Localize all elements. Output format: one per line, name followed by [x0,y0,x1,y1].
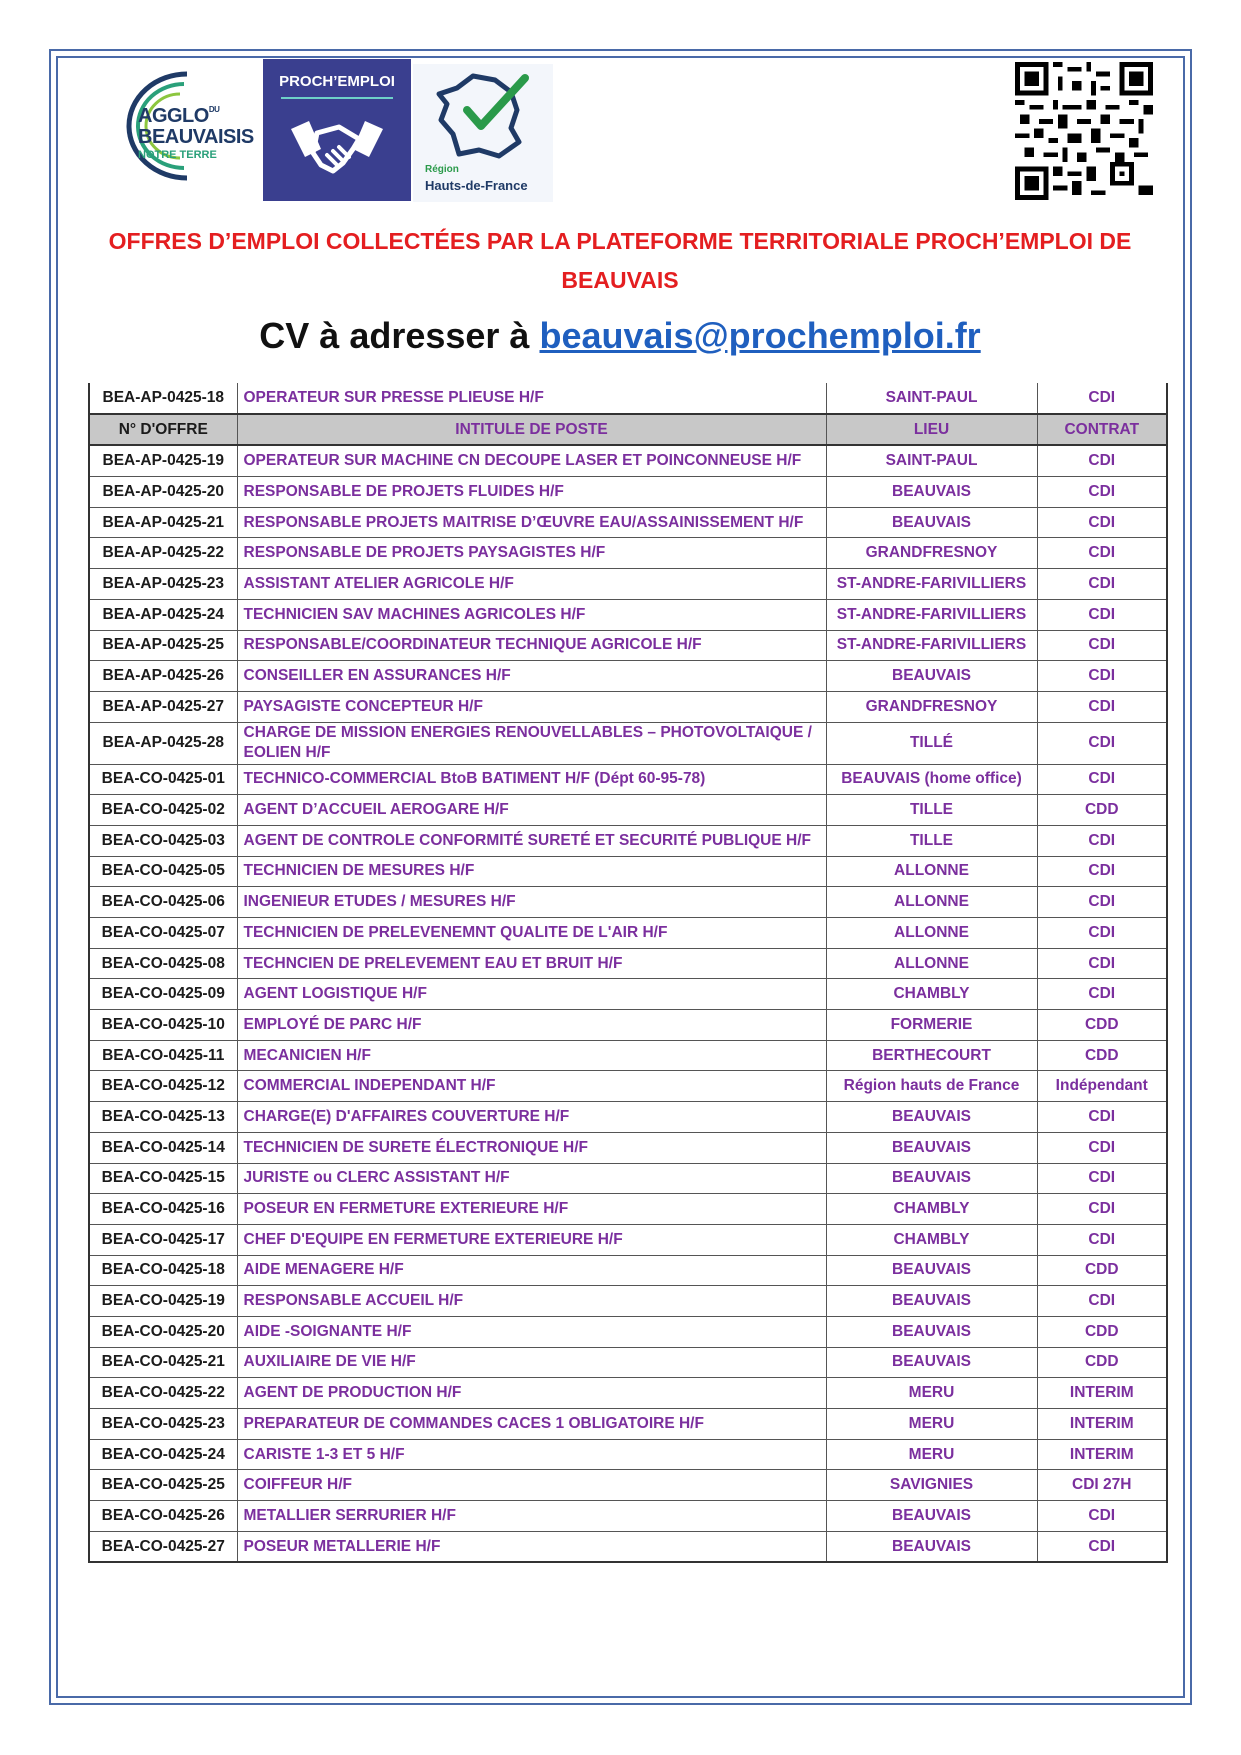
location-cell: GRANDFRESNOY [826,691,1037,722]
location-cell: FORMERIE [826,1010,1037,1041]
table-row [89,569,1167,600]
location-cell: SAINT-PAUL [826,383,1037,414]
header-job-title: INTITULE DE POSTE [237,414,826,446]
contract-cell: CDI [1037,661,1167,692]
offer-id-cell: BEA-AP-0425-18 [89,383,237,414]
job-title-cell: TECHNICIEN SAV MACHINES AGRICOLES H/F [237,599,826,630]
offer-id-cell: BEA-CO-0425-05 [89,856,237,887]
contract-cell: CDI [1037,1531,1167,1562]
location-cell: BEAUVAIS [826,1347,1037,1378]
job-title-cell: COMMERCIAL INDEPENDANT H/F [237,1071,826,1102]
header-offer-id: N° D'OFFRE [89,414,237,446]
table-row [89,948,1167,979]
offer-id-cell: BEA-CO-0425-25 [89,1470,237,1501]
job-title-cell: AGENT LOGISTIQUE H/F [237,979,826,1010]
table-row [89,1409,1167,1440]
contract-cell: CDI [1037,630,1167,661]
contract-cell: INTERIM [1037,1378,1167,1409]
job-title-cell: JURISTE ou CLERC ASSISTANT H/F [237,1163,826,1194]
offer-id-cell: BEA-AP-0425-24 [89,599,237,630]
job-title-cell: EMPLOYÉ DE PARC H/F [237,1010,826,1041]
location-cell: GRANDFRESNOY [826,538,1037,569]
table-row [89,661,1167,692]
table-row [89,1286,1167,1317]
location-cell: ALLONNE [826,856,1037,887]
job-title-cell: CHARGE DE MISSION ENERGIES RENOUVELLABLES – PHOTOVOLTAIQUE / EOLIEN H/F [237,722,826,764]
agglo-line1-small: DU [208,105,220,114]
location-cell: CHAMBLY [826,1194,1037,1225]
table-row [89,1439,1167,1470]
contract-cell: CDI [1037,1194,1167,1225]
table-row [89,507,1167,538]
job-title-cell: ASSISTANT ATELIER AGRICOLE H/F [237,569,826,600]
location-cell: ST-ANDRE-FARIVILLIERS [826,599,1037,630]
offer-id-cell: BEA-CO-0425-17 [89,1224,237,1255]
job-title-cell: CARISTE 1-3 ET 5 H/F [237,1439,826,1470]
table-row [89,856,1167,887]
location-cell: SAVIGNIES [826,1470,1037,1501]
contract-cell: CDD [1037,1255,1167,1286]
proch-emploi-divider [281,97,393,99]
table-row [89,1224,1167,1255]
contract-cell: CDI [1037,1501,1167,1532]
contract-cell: CDI [1037,507,1167,538]
table-row [89,1163,1167,1194]
contract-cell: CDI [1037,1163,1167,1194]
contract-cell: CDI [1037,948,1167,979]
table-row [89,825,1167,856]
page-title: OFFRES D’EMPLOI COLLECTÉES PAR LA PLATEFORME TERRITORIALE PROCH’EMPLOI DE BEAUVAIS [108,228,1132,293]
contract-cell: CDI [1037,887,1167,918]
offer-id-cell: BEA-CO-0425-22 [89,1378,237,1409]
contract-cell: CDI [1037,856,1167,887]
job-title-cell: TECHNICIEN DE PRELEVENEMNT QUALITE DE L'AIR H/F [237,918,826,949]
job-title-cell: AUXILIAIRE DE VIE H/F [237,1347,826,1378]
contract-cell: INTERIM [1037,1439,1167,1470]
contract-cell: CDI [1037,722,1167,764]
location-cell: ALLONNE [826,918,1037,949]
contract-cell: CDD [1037,1010,1167,1041]
table-row [89,630,1167,661]
job-title-cell: OPERATEUR SUR MACHINE CN DECOUPE LASER ET POINCONNEUSE H/F [237,445,826,476]
location-cell: TILLE [826,825,1037,856]
contract-cell: CDD [1037,1316,1167,1347]
offer-id-cell: BEA-AP-0425-22 [89,538,237,569]
offer-id-cell: BEA-CO-0425-11 [89,1040,237,1071]
offer-id-cell: BEA-CO-0425-06 [89,887,237,918]
offer-id-cell: BEA-CO-0425-07 [89,918,237,949]
location-cell: BEAUVAIS [826,1501,1037,1532]
job-title-cell: RESPONSABLE DE PROJETS PAYSAGISTES H/F [237,538,826,569]
contract-cell: CDD [1037,1040,1167,1071]
table-row [89,1470,1167,1501]
table-row [89,979,1167,1010]
location-cell: ST-ANDRE-FARIVILLIERS [826,569,1037,600]
table-row [89,1010,1167,1041]
job-title-cell: CONSEILLER EN ASSURANCES H/F [237,661,826,692]
region-hauts-de-france-logo [413,64,553,202]
contract-cell: CDI [1037,569,1167,600]
table-header-row [89,414,1167,446]
contract-cell: CDI [1037,764,1167,795]
contract-cell: CDI [1037,1132,1167,1163]
job-title-cell: AIDE -SOIGNANTE H/F [237,1316,826,1347]
offer-id-cell: BEA-AP-0425-23 [89,569,237,600]
contract-cell: CDI [1037,825,1167,856]
location-cell: BEAUVAIS [826,1132,1037,1163]
table-row [89,1040,1167,1071]
table-row [89,722,1167,764]
offer-id-cell: BEA-CO-0425-13 [89,1102,237,1133]
location-cell: BERTHECOURT [826,1040,1037,1071]
location-cell: BEAUVAIS [826,1255,1037,1286]
offer-id-cell: BEA-CO-0425-23 [89,1409,237,1440]
location-cell: BEAUVAIS [826,1316,1037,1347]
qr-code-icon[interactable] [1013,62,1155,200]
location-cell: TILLE [826,795,1037,826]
table-row-top [89,383,1167,414]
contract-cell: CDI 27H [1037,1470,1167,1501]
table-row [89,1378,1167,1409]
table-row [89,1194,1167,1225]
region-line1: Région [425,164,459,175]
proch-emploi-logo [263,59,411,201]
contract-cell: CDI [1037,918,1167,949]
contract-cell: INTERIM [1037,1409,1167,1440]
table-row [89,477,1167,508]
table-row [89,691,1167,722]
location-cell: BEAUVAIS [826,1531,1037,1562]
location-cell: BEAUVAIS [826,507,1037,538]
location-cell: BEAUVAIS [826,661,1037,692]
location-cell: ALLONNE [826,887,1037,918]
offer-id-cell: BEA-CO-0425-20 [89,1316,237,1347]
table-row [89,1071,1167,1102]
location-cell: MERU [826,1378,1037,1409]
contract-cell: CDI [1037,538,1167,569]
job-title-cell: CHARGE(E) D'AFFAIRES COUVERTURE H/F [237,1102,826,1133]
location-cell: BEAUVAIS [826,1102,1037,1133]
table-row [89,887,1167,918]
job-title-cell: POSEUR METALLERIE H/F [237,1531,826,1562]
job-title-cell: COIFFEUR H/F [237,1470,826,1501]
cv-prefix: CV à adresser à [259,315,530,356]
job-title-cell: AGENT DE PRODUCTION H/F [237,1378,826,1409]
offer-id-cell: BEA-CO-0425-19 [89,1286,237,1317]
contract-cell: Indépendant [1037,1071,1167,1102]
offer-id-cell: BEA-CO-0425-01 [89,764,237,795]
contract-cell: CDI [1037,599,1167,630]
table-row [89,538,1167,569]
offer-id-cell: BEA-CO-0425-08 [89,948,237,979]
location-cell: MERU [826,1439,1037,1470]
table-row [89,445,1167,476]
offer-id-cell: BEA-CO-0425-14 [89,1132,237,1163]
job-title-cell: AIDE MENAGERE H/F [237,1255,826,1286]
region-line2: Hauts-de-France [425,178,528,193]
offer-id-cell: BEA-CO-0425-12 [89,1071,237,1102]
contract-cell: CDI [1037,445,1167,476]
header-location: LIEU [826,414,1037,446]
location-cell: CHAMBLY [826,1224,1037,1255]
contract-cell: CDI [1037,979,1167,1010]
job-title-cell: POSEUR EN FERMETURE EXTERIEURE H/F [237,1194,826,1225]
agglo-line2: BEAUVAISIS [138,126,254,148]
offer-id-cell: BEA-AP-0425-21 [89,507,237,538]
table-row [89,1255,1167,1286]
job-title-cell: RESPONSABLE/COORDINATEUR TECHNIQUE AGRICOLE H/F [237,630,826,661]
job-title-cell: TECHNCIEN DE PRELEVEMENT EAU ET BRUIT H/F [237,948,826,979]
table-row [89,918,1167,949]
table-row [89,1316,1167,1347]
job-title-cell: METALLIER SERRURIER H/F [237,1501,826,1532]
job-title-cell: TECHNICIEN DE SURETE ÉLECTRONIQUE H/F [237,1132,826,1163]
offer-id-cell: BEA-AP-0425-27 [89,691,237,722]
job-title-cell: PAYSAGISTE CONCEPTEUR H/F [237,691,826,722]
table-row [89,1347,1167,1378]
offer-id-cell: BEA-CO-0425-02 [89,795,237,826]
job-title-cell: RESPONSABLE DE PROJETS FLUIDES H/F [237,477,826,508]
proch-emploi-title: PROCH’EMPLOI [279,73,395,90]
contract-cell: CDI [1037,1286,1167,1317]
offer-id-cell: BEA-CO-0425-27 [89,1531,237,1562]
agglo-line1: AGGLO [138,105,209,127]
contract-cell: CDI [1037,691,1167,722]
contract-cell: CDI [1037,477,1167,508]
agglo-line3: NOTRE TERRE [138,149,217,161]
job-title-cell: AGENT D’ACCUEIL AEROGARE H/F [237,795,826,826]
job-title-cell: RESPONSABLE ACCUEIL H/F [237,1286,826,1317]
location-cell: Région hauts de France [826,1071,1037,1102]
job-title-cell: TECHNICIEN DE MESURES H/F [237,856,826,887]
offer-id-cell: BEA-CO-0425-21 [89,1347,237,1378]
table-row [89,795,1167,826]
location-cell: BEAUVAIS [826,477,1037,508]
location-cell: BEAUVAIS [826,1286,1037,1317]
contract-cell: CDI [1037,1224,1167,1255]
contract-cell: CDI [1037,1102,1167,1133]
france-map-icon [433,70,533,162]
offer-id-cell: BEA-AP-0425-26 [89,661,237,692]
job-title-cell: RESPONSABLE PROJETS MAITRISE D’ŒUVRE EAU/ASSAINISSEMENT H/F [237,507,826,538]
table-row [89,599,1167,630]
header-contract: CONTRAT [1037,414,1167,446]
location-cell: MERU [826,1409,1037,1440]
table-row [89,1531,1167,1562]
cv-instructions [70,315,1170,357]
location-cell: BEAUVAIS [826,1163,1037,1194]
job-title-cell: PREPARATEUR DE COMMANDES CACES 1 OBLIGATOIRE H/F [237,1409,826,1440]
location-cell: CHAMBLY [826,979,1037,1010]
cv-email-link[interactable]: beauvais@prochemploi.fr [539,315,981,356]
table-row [89,1501,1167,1532]
job-title-cell: CHEF D'EQUIPE EN FERMETURE EXTERIEURE H/F [237,1224,826,1255]
job-title-cell: INGENIEUR ETUDES / MESURES H/F [237,887,826,918]
offer-id-cell: BEA-CO-0425-03 [89,825,237,856]
location-cell: TILLÉ [826,722,1037,764]
job-title-cell: OPERATEUR SUR PRESSE PLIEUSE H/F [237,383,826,414]
contract-cell: CDD [1037,795,1167,826]
offer-id-cell: BEA-CO-0425-10 [89,1010,237,1041]
offer-id-cell: BEA-CO-0425-18 [89,1255,237,1286]
location-cell: ST-ANDRE-FARIVILLIERS [826,630,1037,661]
table-row [89,764,1167,795]
offer-id-cell: BEA-CO-0425-09 [89,979,237,1010]
location-cell: SAINT-PAUL [826,445,1037,476]
location-cell: ALLONNE [826,948,1037,979]
job-title-cell: MECANICIEN H/F [237,1040,826,1071]
offer-id-cell: BEA-AP-0425-28 [89,722,237,764]
job-offers-table [88,383,1168,1563]
offer-id-cell: BEA-CO-0425-15 [89,1163,237,1194]
table-row [89,1132,1167,1163]
job-title-cell: AGENT DE CONTROLE CONFORMITÉ SURETÉ ET SECURITÉ PUBLIQUE H/F [237,825,826,856]
offer-id-cell: BEA-CO-0425-24 [89,1439,237,1470]
offer-id-cell: BEA-AP-0425-25 [89,630,237,661]
contract-cell: CDD [1037,1347,1167,1378]
offer-id-cell: BEA-CO-0425-16 [89,1194,237,1225]
job-title-cell: TECHNICO-COMMERCIAL BtoB BATIMENT H/F (Dépt 60-95-78) [237,764,826,795]
contract-cell: CDI [1037,383,1167,414]
handshake-icon [287,109,387,189]
location-cell: BEAUVAIS (home office) [826,764,1037,795]
offer-id-cell: BEA-AP-0425-19 [89,445,237,476]
offer-id-cell: BEA-CO-0425-26 [89,1501,237,1532]
agglo-beauvaisis-logo [92,66,262,184]
table-row [89,1102,1167,1133]
offer-id-cell: BEA-AP-0425-20 [89,477,237,508]
